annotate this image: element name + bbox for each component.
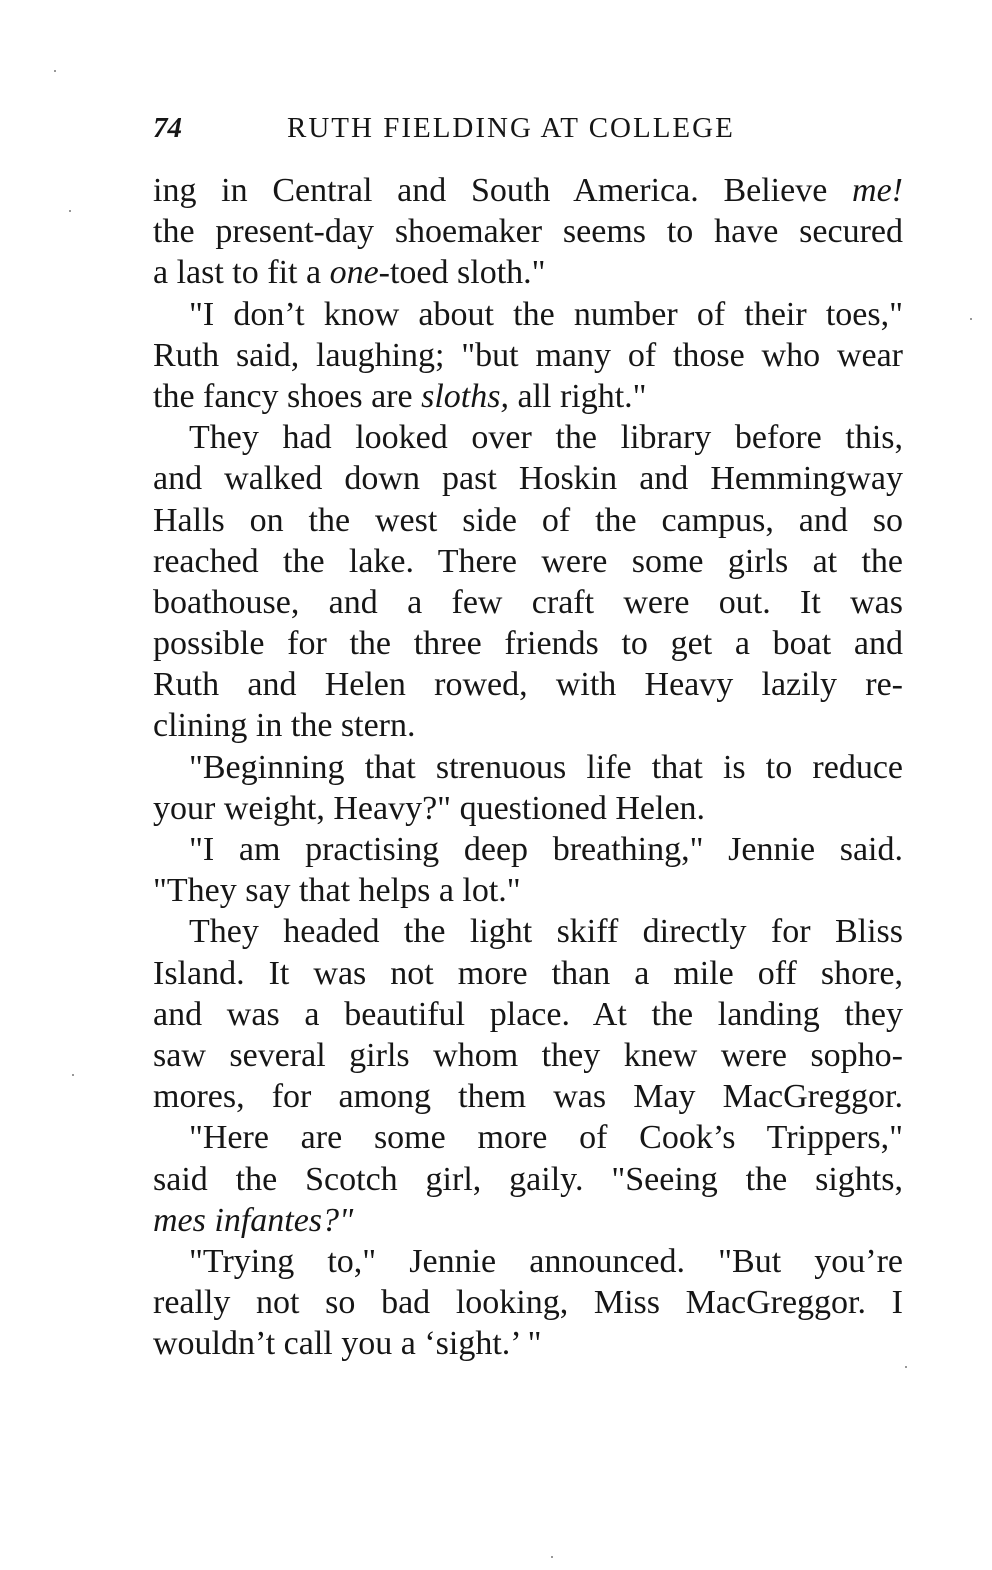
text-line: [153, 664, 903, 705]
text-line: [153, 829, 903, 870]
text-line: [153, 500, 903, 541]
text-line: [153, 623, 903, 664]
text-line: [153, 211, 903, 252]
text-run: a last to fit a: [153, 254, 330, 292]
text-run: mores, for among them was May MacGreggor.: [153, 1078, 903, 1116]
text-line: [153, 294, 903, 335]
text-run: the present-day shoemaker seems to have secured: [153, 213, 903, 251]
text-run: wouldn’t call you a ‘sight.’ ": [153, 1325, 542, 1363]
text-run: -toed sloth.": [378, 254, 546, 292]
text-run: Ruth and Helen rowed, with Heavy lazily re-: [153, 666, 903, 704]
running-title: RUTH FIELDING AT COLLEGE: [287, 112, 735, 144]
text-run: Ruth said, laughing; "but many of those who wear: [153, 336, 903, 374]
text-run: "I don’t know about the number of their toes,": [189, 295, 903, 333]
text-line: [153, 788, 903, 829]
text-run: clining in the stern.: [153, 707, 416, 745]
body-text: [153, 170, 903, 1364]
text-run: all right.": [508, 377, 647, 415]
text-line: [153, 870, 903, 911]
scan-speck: [72, 1074, 74, 1076]
scan-speck: [905, 1366, 907, 1368]
text-line: [153, 582, 903, 623]
text-run: They had looked over the library before this,: [189, 419, 903, 457]
text-run: "I am practising deep breathing," Jennie said.: [189, 831, 903, 868]
italic-text: me!: [852, 172, 903, 209]
text-run: the fancy shoes are: [153, 377, 422, 415]
italic-text: mes infantes?": [153, 1201, 354, 1239]
text-line: [153, 1035, 903, 1076]
text-run: boathouse, and a few craft were out. It was: [153, 583, 903, 621]
text-run: "Trying to," Jennie announced. "But you’re: [189, 1242, 903, 1280]
text-line: [153, 1282, 903, 1323]
text-run: Halls on the west side of the campus, and so: [153, 501, 903, 539]
text-line: [153, 458, 903, 499]
text-run: said the Scotch girl, gaily. "Seeing the sights,: [153, 1160, 903, 1198]
scan-speck: [970, 318, 972, 320]
scan-speck: [54, 70, 56, 72]
text-line: [153, 541, 903, 582]
running-head: [153, 112, 903, 152]
text-run: and was a beautiful place. At the landing they: [153, 995, 903, 1033]
text-line: [153, 705, 903, 746]
text-line: [153, 335, 903, 376]
italic-text: one: [329, 254, 379, 292]
text-line: [153, 376, 903, 417]
text-run: "They say that helps a lot.": [153, 872, 521, 910]
text-run: possible for the three friends to get a boat and: [153, 625, 903, 663]
scan-speck: [551, 1556, 553, 1558]
text-run: "Here are some more of Cook’s Trippers,": [189, 1119, 903, 1157]
text-line: [153, 417, 903, 458]
text-run: saw several girls whom they knew were sopho-: [153, 1036, 903, 1074]
italic-text: sloths,: [421, 377, 509, 415]
text-line: [153, 252, 903, 293]
text-line: [153, 1117, 903, 1158]
text-run: and walked down past Hoskin and Hemmingway: [153, 460, 903, 498]
text-line: [153, 994, 903, 1035]
text-run: Island. It was not more than a mile off shore,: [153, 954, 903, 992]
text-run: reached the lake. There were some girls at the: [153, 542, 903, 580]
text-line: [153, 1076, 903, 1117]
text-line: [153, 170, 903, 211]
text-run: They headed the light skiff directly for Bliss: [189, 913, 903, 951]
text-run: really not so bad looking, Miss MacGreggor. I: [153, 1284, 903, 1322]
text-line: [153, 1200, 903, 1241]
text-line: [153, 953, 903, 994]
text-run: "Beginning that strenuous life that is to reduce: [189, 748, 903, 786]
text-line: [153, 1241, 903, 1282]
text-line: [153, 1159, 903, 1200]
text-line: [153, 1323, 903, 1364]
text-line: [153, 911, 903, 952]
text-run: your weight, Heavy?" questioned Helen.: [153, 789, 706, 827]
text-line: [153, 747, 903, 788]
scan-speck: [69, 210, 71, 212]
text-run: ing in Central and South America. Believe: [153, 172, 853, 209]
page-number: 74: [153, 112, 182, 144]
